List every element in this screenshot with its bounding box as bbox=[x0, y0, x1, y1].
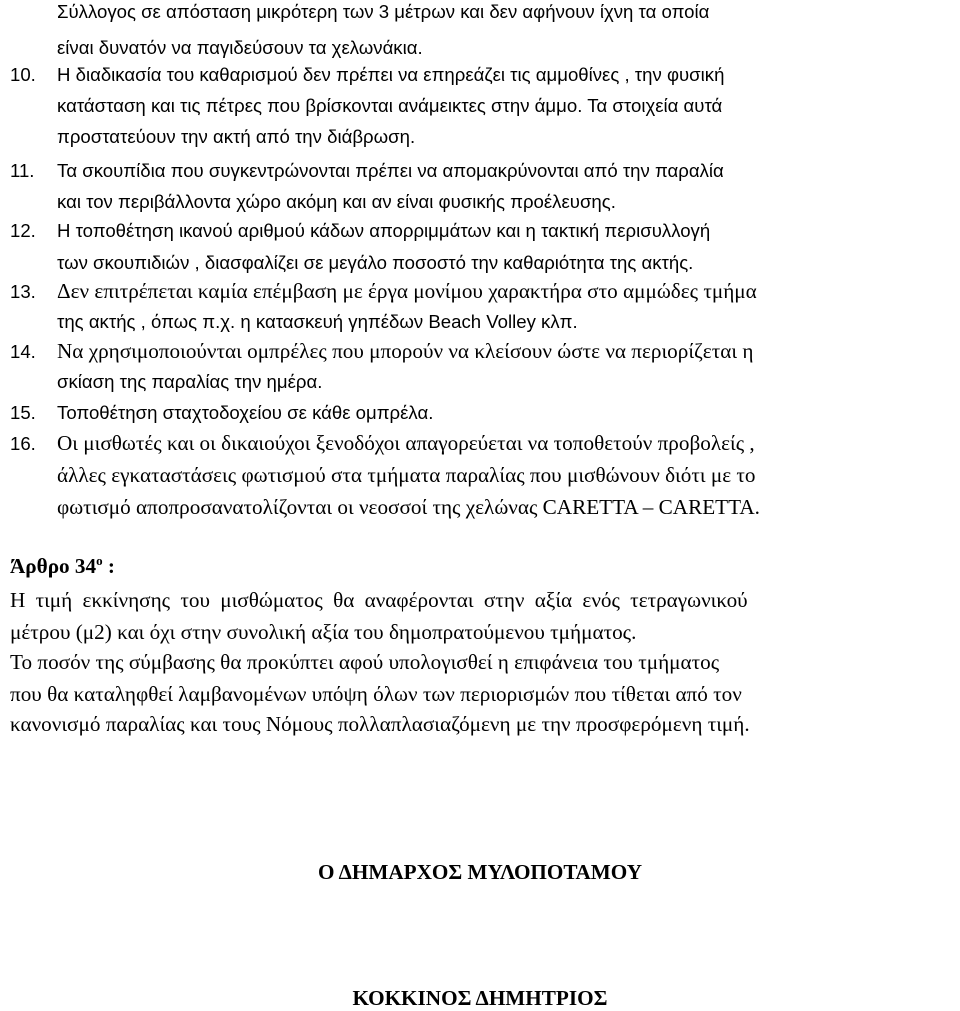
item15-number: 15. bbox=[10, 402, 36, 423]
article-para2-line-3: κανονισμό παραλίας και τους Νόμους πολλαπλασιαζόμενη με την προσφερόμενη τιμή. bbox=[10, 712, 750, 736]
item9-line-2: είναι δυνατόν να παγιδεύσουν τα χελωνάκια. bbox=[57, 37, 423, 58]
item10-line-3: προστατεύουν την ακτή από την διάβρωση. bbox=[57, 126, 416, 147]
item16-line-3: φωτισμό αποπροσανατολίζονται οι νεοσσοί της χελώνας CARETTA – CARETTA. bbox=[57, 495, 760, 519]
item15-line-1: Τοποθέτηση σταχτοδοχείου σε κάθε ομπρέλα. bbox=[57, 402, 434, 423]
item13-line-1: Δεν επιτρέπεται καμία επέμβαση με έργα μονίμου χαρακτήρα στο αμμώδες τμήμα bbox=[57, 279, 757, 303]
item9-line-1: Σύλλογος σε απόσταση μικρότερη των 3 μέτρων και δεν αφήνουν ίχνη τα οποία bbox=[57, 1, 710, 22]
item12-number: 12. bbox=[10, 220, 36, 241]
item10-line-2: κατάσταση και τις πέτρες που βρίσκονται ανάμεικτες στην άμμο. Τα στοιχεία αυτά bbox=[57, 95, 723, 116]
article-heading-colon: : bbox=[102, 554, 115, 578]
article-heading bbox=[10, 553, 115, 578]
item10-number: 10. bbox=[10, 64, 36, 85]
article-para2-line-2: που θα καταληφθεί λαμβανομένων υπόψη όλων των περιορισμών που τίθεται από τον bbox=[10, 682, 742, 706]
item13-line-2: της ακτής , όπως π.χ. η κατασκευή γηπέδων Beach Volley κλπ. bbox=[57, 311, 578, 332]
article-heading-sup: ο bbox=[96, 553, 103, 568]
item14-number: 14. bbox=[10, 341, 36, 362]
item11-number: 11. bbox=[10, 160, 35, 181]
article-para2-line-1: Το ποσόν της σύμβασης θα προκύπτει αφού υπολογισθεί η επιφάνεια του τμήματος bbox=[10, 650, 720, 674]
item16-line-2: άλλες εγκαταστάσεις φωτισμού στα τμήματα παραλίας που μισθώνουν διότι με το bbox=[57, 463, 756, 487]
item12-line-2: των σκουπιδιών , διασφαλίζει σε μεγάλο ποσοστό την καθαριότητα της ακτής. bbox=[57, 252, 694, 273]
article-para1-line-1: Η τιμή εκκίνησης του μισθώματος θα αναφέρονται στην αξία ενός τετραγωνικού bbox=[10, 588, 748, 612]
item16-line-1: Οι μισθωτές και οι δικαιούχοι ξενοδόχοι απαγορεύεται να τοποθετούν προβολείς , bbox=[57, 431, 755, 455]
article-heading-text: Άρθρο 34 bbox=[10, 554, 97, 578]
item11-line-2: και τον περιβάλλοντα χώρο ακόμη και αν είναι φυσικής προέλευσης. bbox=[57, 191, 616, 212]
item16-number: 16. bbox=[10, 433, 36, 454]
item14-line-2: σκίαση της παραλίας την ημέρα. bbox=[57, 371, 323, 392]
signature-title: Ο ΔΗΜΑΡΧΟΣ ΜΥΛΟΠΟΤΑΜΟΥ bbox=[317, 860, 642, 884]
item11-line-1: Τα σκουπίδια που συγκεντρώνονται πρέπει να απομακρύνονται από την παραλία bbox=[57, 160, 724, 181]
item13-number: 13. bbox=[10, 281, 36, 302]
item14-line-1: Να χρησιμοποιούνται ομπρέλες που μπορούν να κλείσουν ώστε να περιορίζεται η bbox=[57, 339, 754, 363]
signature-name: ΚΟΚΚΙΝΟΣ ΔΗΜΗΤΡΙΟΣ bbox=[352, 986, 608, 1010]
item12-line-1: Η τοποθέτηση ικανού αριθμού κάδων απορριμμάτων και η τακτική περισυλλογή bbox=[57, 220, 711, 241]
item10-line-1: Η διαδικασία του καθαρισμού δεν πρέπει να επηρεάζει τις αμμοθίνες , την φυσική bbox=[57, 64, 725, 85]
article-para1-line-2: μέτρου (μ2) και όχι στην συνολική αξία του δημοπρατούμενου τμήματος. bbox=[10, 620, 637, 644]
